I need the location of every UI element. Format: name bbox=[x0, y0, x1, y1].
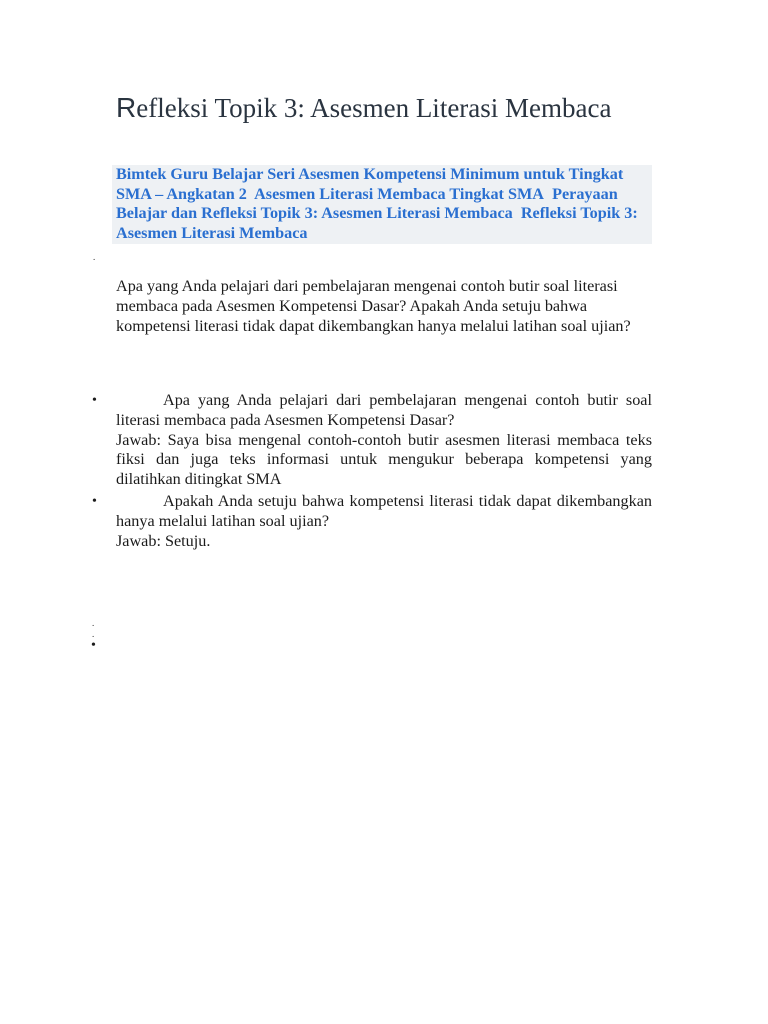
breadcrumb-item-page[interactable]: Refleksi Topik 3: Asesmen Literasi Membaca bbox=[116, 204, 638, 242]
breadcrumb-item-module[interactable]: Asesmen Literasi Membaca Tingkat SMA bbox=[254, 184, 544, 203]
title-initial: R bbox=[116, 92, 137, 123]
stray-dot: . bbox=[92, 629, 95, 639]
bullet-icon: • bbox=[92, 493, 97, 509]
question-text: Apakah Anda setuju bahwa kompetensi literasi tidak dapat dikembangkan hanya melalui latihan soal ujian? bbox=[116, 491, 652, 530]
question-text: Apa yang Anda pelajari dari pembelajaran mengenai contoh butir soal literasi membaca pada Asesmen Kompetensi Dasar? bbox=[116, 391, 652, 429]
answer-text: Jawab: Saya bisa mengenal contoh-contoh butir asesmen literasi membaca teks fiksi dan juga teks informasi untuk mengukur beberapa kompetensi yang dilatihkan ditingkat SMA bbox=[116, 430, 652, 489]
list-item bbox=[92, 491, 652, 551]
intro-paragraph: Apa yang Anda pelajari dari pembelajaran mengenai contoh butir soal literasi membaca pada Asesmen Kompetensi Dasar? Apakah Anda setuju bahwa kompetensi literasi tidak dapat dikembangkan hanya melalui latihan soal ujian? bbox=[116, 277, 631, 335]
breadcrumb-item-section[interactable]: Perayaan Belajar dan Refleksi Topik 3: Asesmen Literasi Membaca bbox=[116, 184, 618, 223]
answer-text: Jawab: Setuju. bbox=[116, 531, 211, 550]
stray-dot: . bbox=[92, 618, 95, 628]
stray-dot: . bbox=[93, 252, 96, 262]
title-text: efleksi Topik 3: Asesmen Literasi Membaca bbox=[136, 93, 612, 123]
bullet-icon: • bbox=[92, 393, 97, 408]
list-item bbox=[92, 391, 652, 490]
question-list bbox=[92, 391, 652, 551]
bullet-icon: • bbox=[91, 638, 96, 653]
page-title bbox=[116, 91, 656, 125]
breadcrumb bbox=[112, 165, 652, 244]
breadcrumb-item-course[interactable]: Bimtek Guru Belajar Seri Asesmen Kompetensi Minimum untuk Tingkat SMA – Angkatan 2 bbox=[116, 165, 624, 203]
